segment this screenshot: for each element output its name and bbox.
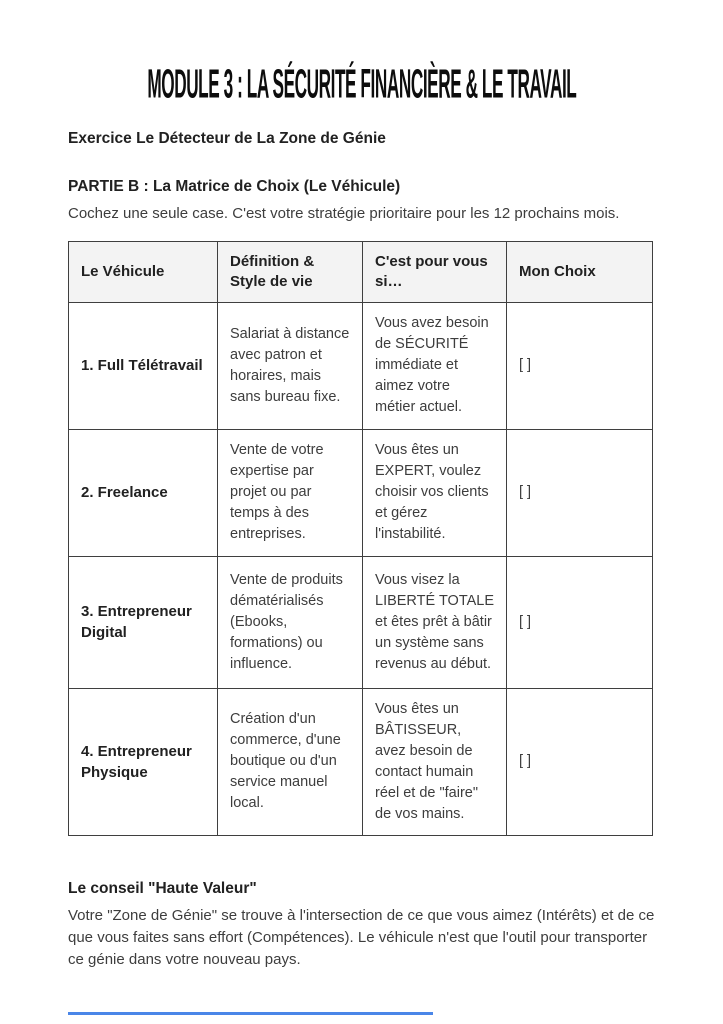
page-title: MODULE 3 : LA SÉCURITÉ FINANCIÈRE & LE TRAVAIL	[146, 61, 577, 107]
choice-checkbox-cell[interactable]: [ ]	[507, 556, 653, 688]
for-you-if-cell: Vous êtes un BÂTISSEUR, avez besoin de contact humain réel et de "faire" de vos mains.	[363, 688, 507, 835]
definition-cell: Vente de votre expertise par projet ou par temps à des entreprises.	[218, 429, 363, 556]
choice-checkbox-cell[interactable]: [ ]	[507, 688, 653, 835]
advice-heading: Le conseil "Haute Valeur"	[68, 879, 257, 897]
advice-paragraph: Votre "Zone de Génie" se trouve à l'intersection de ce que vous aimez (Intérêts) et de ce que vous faites sans effort (Compétences). Le véhicule n'est que l'outil pour transporter ce génie dans votre nouveau pays.	[68, 906, 655, 968]
definition-cell: Vente de produits dématérialisés (Ebooks, formations) ou influence.	[218, 556, 363, 688]
section-heading: PARTIE B : La Matrice de Choix (Le Véhicule)	[68, 178, 401, 195]
title-container	[68, 61, 655, 107]
choice-checkbox-cell[interactable]: [ ]	[507, 302, 653, 429]
table-header-row	[69, 241, 653, 302]
header-cell-for-you-if: C'est pour vous si…	[363, 241, 507, 302]
vehicle-cell: 4. Entrepreneur Physique	[69, 688, 218, 835]
table-row	[69, 429, 653, 556]
vehicle-cell: 2. Freelance	[69, 429, 218, 556]
table-row	[69, 556, 653, 688]
table-row	[69, 688, 653, 835]
choice-checkbox-cell[interactable]: [ ]	[507, 429, 653, 556]
for-you-if-cell: Vous avez besoin de SÉCURITÉ immédiate et aimez votre métier actuel.	[363, 302, 507, 429]
choice-matrix-table	[68, 241, 653, 836]
header-cell-vehicle: Le Véhicule	[69, 241, 218, 302]
table-row	[69, 302, 653, 429]
vehicle-cell: 1. Full Télétravail	[69, 302, 218, 429]
section-instruction: Cochez une seule case. C'est votre stratégie prioritaire pour les 12 prochains mois.	[68, 205, 620, 222]
header-cell-definition: Définition & Style de vie	[218, 241, 363, 302]
header-cell-choice: Mon Choix	[507, 241, 653, 302]
for-you-if-cell: Vous visez la LIBERTÉ TOTALE et êtes prêt à bâtir un système sans revenus au début.	[363, 556, 507, 688]
bottom-accent-line	[68, 1012, 433, 1015]
vehicle-cell: 3. Entrepreneur Digital	[69, 556, 218, 688]
definition-cell: Salariat à distance avec patron et horaires, mais sans bureau fixe.	[218, 302, 363, 429]
advice-section	[68, 880, 655, 971]
definition-cell: Création d'un commerce, d'une boutique ou d'un service manuel local.	[218, 688, 363, 835]
for-you-if-cell: Vous êtes un EXPERT, voulez choisir vos clients et gérez l'instabilité.	[363, 429, 507, 556]
exercise-subtitle: Exercice Le Détecteur de La Zone de Génie	[68, 130, 386, 147]
